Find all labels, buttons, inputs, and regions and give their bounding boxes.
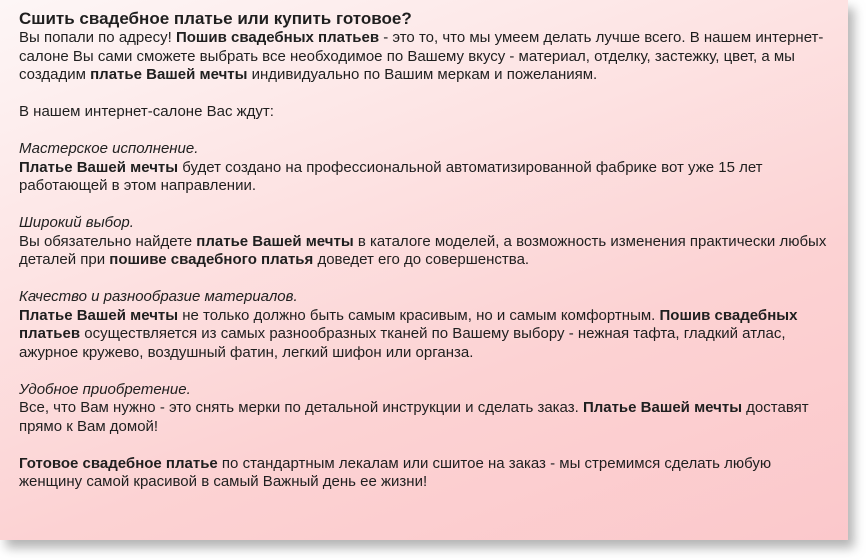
craft-paragraph [19,159,830,196]
purchase-text-1: Все, что Вам нужно - это снять мерки по детальной инструкции и сделать заказ. [19,399,583,416]
craft-heading [19,140,830,159]
purchase-heading [19,381,830,400]
quality-text-1: не только должно быть самым красивым, но и самым комфортным. [178,306,660,324]
purchase-heading-text: Удобное приобретение. [19,380,191,398]
quality-bold-2: Пошив свадебных платьев [19,306,798,342]
closing-text-1: по стандартным лекалам или сшитое на заказ - мы стремимся сделать любую женщину самой красивой в самый Важный день ее жизни! [19,454,772,490]
intro-paragraph [19,29,830,85]
choice-heading [19,214,830,233]
quality-bold-1: Платье Вашей мечты [19,306,179,324]
quality-text-2: осуществляется из самых разнообразных тканей по Вашему выбору - нежная тафта, гладкий атлас, ажурное кружево, воздушный фатин, легкий шифон или органза. [19,325,786,361]
choice-text-3: доведет его до совершенства. [313,251,530,268]
quality-heading [19,288,830,307]
purchase-paragraph [19,399,830,436]
quality-heading-text: Качество и разнообразие материалов. [19,288,298,305]
choice-bold-2: пошиве свадебного платья [109,251,314,268]
closing-bold-1: Готовое свадебное платье [19,454,218,472]
choice-paragraph [19,233,830,270]
choice-bold-1: платье Вашей мечты [196,232,354,250]
closing-paragraph [19,455,830,492]
intro-text-1: Вы попали по адресу! [19,29,176,46]
purchase-bold-1: Платье Вашей мечты [582,399,743,416]
page-title: Сшить свадебное платье или купить готовое? [19,9,412,28]
intro-bold-1: Пошив свадебных платьев [175,29,380,46]
quality-paragraph [19,307,830,363]
intro-text-2: - это то, что мы умеем делать лучше всего. В нашем интернет-салоне Вы сами сможете выбрать все необходимое по Вашему вкусу - материал, отделку, застежку, цвет, а мы создадим [19,29,824,83]
craft-text-1: будет создано на профессиональной автоматизированной фабрике вот уже 15 лет работающей в этом направлении. [19,158,763,194]
craft-heading-text: Мастерское исполнение. [19,140,199,157]
intro-bold-2: платье Вашей мечты [90,66,248,83]
choice-heading-text: Широкий выбор. [19,214,134,231]
purchase-text-2: доставят прямо к Вам домой! [19,399,809,435]
choice-text-1: Вы обязательно найдете [19,232,197,250]
choice-text-2: в каталоге моделей, а возможность изменения практически любых деталей при [19,232,827,268]
craft-bold-1: Платье Вашей мечты [19,158,179,176]
awaits-paragraph: В нашем интернет-салоне Вас ждут: [19,103,274,120]
intro-text-3: индивидуально по Вашим меркам и пожеланиям. [247,66,598,83]
